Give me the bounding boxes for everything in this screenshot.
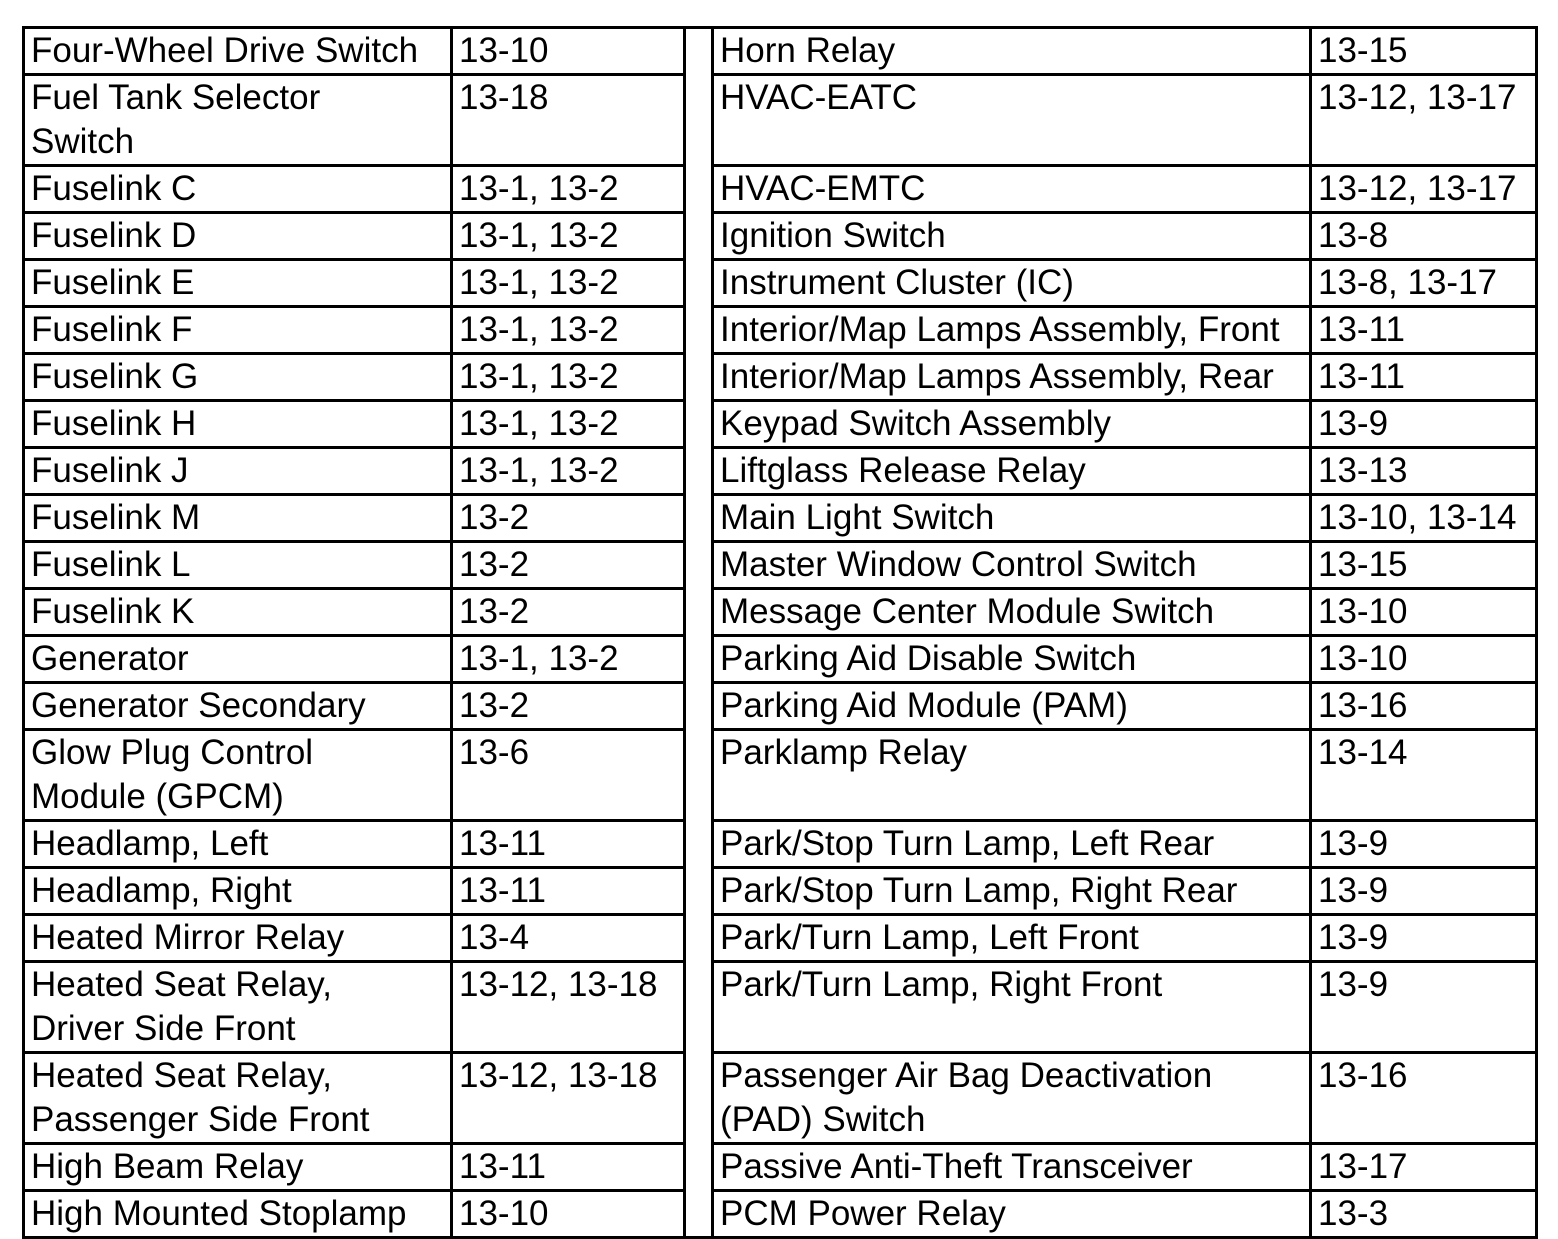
left-component-name-cell — [24, 730, 452, 821]
left-page-reference-cell: 13-1, 13-2 — [452, 401, 685, 448]
left-component-name-cell — [24, 1144, 452, 1191]
left-page-reference-cell: 13-12, 13-18 — [452, 1053, 685, 1144]
right-component-name-line: Passive Anti-Theft Transceiver — [720, 1147, 1193, 1186]
right-component-name-cell — [713, 636, 1311, 683]
right-page-reference-cell: 13-11 — [1311, 354, 1537, 401]
right-component-name-line: Parking Aid Disable Switch — [720, 639, 1137, 678]
right-page-reference-cell: 13-10 — [1311, 636, 1537, 683]
column-gap — [685, 401, 713, 448]
table-row — [24, 166, 1537, 213]
right-page-reference-cell: 13-15 — [1311, 28, 1537, 75]
right-component-name-cell — [713, 683, 1311, 730]
column-gap — [685, 589, 713, 636]
right-component-name-cell — [713, 166, 1311, 213]
left-component-name-line: Heated Seat Relay, — [31, 965, 332, 1004]
column-gap — [685, 75, 713, 166]
table-row — [24, 636, 1537, 683]
left-page-reference-cell: 13-2 — [452, 589, 685, 636]
right-component-name-cell — [713, 307, 1311, 354]
right-component-name-line: Park/Turn Lamp, Left Front — [720, 918, 1139, 957]
left-component-name-cell — [24, 401, 452, 448]
right-component-name-cell — [713, 962, 1311, 1053]
right-component-name-line: Interior/Map Lamps Assembly, Rear — [720, 357, 1274, 396]
left-component-name-cell — [24, 448, 452, 495]
left-page-reference-cell: 13-1, 13-2 — [452, 354, 685, 401]
left-component-name-cell — [24, 307, 452, 354]
left-page-reference-cell: 13-18 — [452, 75, 685, 166]
left-page-reference-cell: 13-11 — [452, 821, 685, 868]
column-gap — [685, 1144, 713, 1191]
left-component-name-line: Headlamp, Right — [31, 871, 292, 910]
right-component-name-line: Main Light Switch — [720, 498, 995, 537]
right-page-reference-cell: 13-17 — [1311, 1144, 1537, 1191]
left-component-name-line: Fuselink M — [31, 498, 201, 537]
right-page-reference-cell: 13-9 — [1311, 401, 1537, 448]
table-body — [24, 28, 1537, 1238]
right-component-name-line: Passenger Air Bag Deactivation — [720, 1056, 1213, 1095]
right-page-reference-cell: 13-9 — [1311, 962, 1537, 1053]
left-component-name-line: Fuel Tank Selector — [31, 78, 321, 117]
right-component-name-cell — [713, 730, 1311, 821]
right-component-name-line: HVAC-EMTC — [720, 169, 926, 208]
left-component-name-cell — [24, 683, 452, 730]
table-row — [24, 401, 1537, 448]
left-page-reference-cell: 13-10 — [452, 28, 685, 75]
left-component-name-cell — [24, 166, 452, 213]
left-page-reference-cell: 13-1, 13-2 — [452, 636, 685, 683]
right-page-reference-cell: 13-16 — [1311, 1053, 1537, 1144]
column-gap — [685, 821, 713, 868]
table-row — [24, 260, 1537, 307]
left-page-reference-cell: 13-2 — [452, 683, 685, 730]
right-page-reference-cell: 13-10, 13-14 — [1311, 495, 1537, 542]
right-page-reference-cell: 13-10 — [1311, 589, 1537, 636]
left-component-name-line: Glow Plug Control — [31, 733, 314, 772]
table-row — [24, 1144, 1537, 1191]
left-component-name-cell — [24, 28, 452, 75]
column-gap — [685, 448, 713, 495]
left-page-reference-cell: 13-1, 13-2 — [452, 260, 685, 307]
column-gap — [685, 354, 713, 401]
column-gap — [685, 915, 713, 962]
left-component-name-line: Fuselink E — [31, 263, 195, 302]
left-component-name-cell — [24, 542, 452, 589]
left-component-name-cell — [24, 213, 452, 260]
right-component-name-line: Interior/Map Lamps Assembly, Front — [720, 310, 1280, 349]
table-row — [24, 448, 1537, 495]
right-component-name-line: Park/Turn Lamp, Right Front — [720, 965, 1163, 1004]
table-row — [24, 75, 1537, 166]
column-gap — [685, 683, 713, 730]
column-gap — [685, 213, 713, 260]
left-component-name-cell — [24, 75, 452, 166]
table-row — [24, 542, 1537, 589]
left-page-reference-cell: 13-2 — [452, 542, 685, 589]
left-component-name-cell — [24, 589, 452, 636]
table-row — [24, 730, 1537, 821]
left-page-reference-cell: 13-11 — [452, 868, 685, 915]
right-component-name-cell — [713, 1053, 1311, 1144]
right-component-name-cell — [713, 495, 1311, 542]
left-component-name-cell — [24, 915, 452, 962]
left-component-name-line: High Mounted Stoplamp — [31, 1194, 407, 1233]
right-page-reference-cell: 13-3 — [1311, 1191, 1537, 1238]
column-gap — [685, 962, 713, 1053]
right-page-reference-cell: 13-14 — [1311, 730, 1537, 821]
right-page-reference-cell: 13-16 — [1311, 683, 1537, 730]
right-component-name-cell — [713, 821, 1311, 868]
left-component-name-cell — [24, 821, 452, 868]
right-component-name-cell — [713, 542, 1311, 589]
left-component-name-cell — [24, 260, 452, 307]
right-component-name-line: Parking Aid Module (PAM) — [720, 686, 1128, 725]
left-component-name-line: Generator — [31, 639, 189, 678]
left-page-reference-cell: 13-11 — [452, 1144, 685, 1191]
left-page-reference-cell: 13-1, 13-2 — [452, 213, 685, 260]
table-row — [24, 589, 1537, 636]
right-component-name-cell — [713, 28, 1311, 75]
right-page-reference-cell: 13-8 — [1311, 213, 1537, 260]
right-page-reference-cell: 13-8, 13-17 — [1311, 260, 1537, 307]
left-component-name-line: Fuselink F — [31, 310, 193, 349]
right-component-name-line: Ignition Switch — [720, 216, 946, 255]
left-page-reference-cell: 13-12, 13-18 — [452, 962, 685, 1053]
right-component-name-cell — [713, 1144, 1311, 1191]
table-row — [24, 868, 1537, 915]
left-component-name-line: Fuselink G — [31, 357, 199, 396]
left-page-reference-cell: 13-1, 13-2 — [452, 166, 685, 213]
right-component-name-line: Horn Relay — [720, 31, 896, 70]
left-page-reference-cell: 13-6 — [452, 730, 685, 821]
left-component-name-line: Fuselink C — [31, 169, 197, 208]
table-row — [24, 915, 1537, 962]
left-component-name-line: Fuselink D — [31, 216, 197, 255]
left-page-reference-cell: 13-1, 13-2 — [452, 307, 685, 354]
right-page-reference-cell: 13-12, 13-17 — [1311, 166, 1537, 213]
left-component-name-line: Generator Secondary — [31, 686, 366, 725]
table-row — [24, 307, 1537, 354]
right-page-reference-cell: 13-9 — [1311, 915, 1537, 962]
table-row — [24, 213, 1537, 260]
left-component-name-line: High Beam Relay — [31, 1147, 304, 1186]
left-component-name-cell — [24, 636, 452, 683]
left-component-name-cell — [24, 1053, 452, 1144]
left-page-reference-cell: 13-1, 13-2 — [452, 448, 685, 495]
table-row — [24, 28, 1537, 75]
left-component-name-line: Heated Seat Relay, — [31, 1056, 332, 1095]
table-row — [24, 495, 1537, 542]
right-page-reference-cell: 13-11 — [1311, 307, 1537, 354]
column-gap — [685, 542, 713, 589]
right-component-name-line: Liftglass Release Relay — [720, 451, 1086, 490]
column-gap — [685, 636, 713, 683]
right-component-name-cell — [713, 589, 1311, 636]
right-component-name-cell — [713, 260, 1311, 307]
left-component-name-cell — [24, 868, 452, 915]
right-page-reference-cell: 13-12, 13-17 — [1311, 75, 1537, 166]
column-gap — [685, 166, 713, 213]
column-gap — [685, 495, 713, 542]
left-page-reference-cell: 13-2 — [452, 495, 685, 542]
left-component-name-line: Headlamp, Left — [31, 824, 269, 863]
right-component-name-cell — [713, 75, 1311, 166]
right-component-name-line: Message Center Module Switch — [720, 592, 1215, 631]
left-component-name-line: Fuselink K — [31, 592, 195, 631]
left-component-name-line: Switch — [31, 122, 135, 161]
right-component-name-cell — [713, 868, 1311, 915]
table-row — [24, 962, 1537, 1053]
right-component-name-cell — [713, 401, 1311, 448]
right-component-name-line: HVAC-EATC — [720, 78, 918, 117]
right-component-name-cell — [713, 354, 1311, 401]
left-component-name-cell — [24, 495, 452, 542]
left-component-name-line: Heated Mirror Relay — [31, 918, 345, 957]
left-component-name-line: Four-Wheel Drive Switch — [31, 31, 419, 70]
column-gap — [685, 1053, 713, 1144]
right-component-name-cell — [713, 448, 1311, 495]
left-component-name-line: Driver Side Front — [31, 1009, 296, 1048]
column-gap — [685, 1191, 713, 1238]
column-gap — [685, 307, 713, 354]
right-component-name-line: Instrument Cluster (IC) — [720, 263, 1074, 302]
left-component-name-line: Module (GPCM) — [31, 777, 284, 816]
table-row — [24, 1053, 1537, 1144]
left-component-name-cell — [24, 962, 452, 1053]
right-component-name-cell — [713, 213, 1311, 260]
column-gap — [685, 730, 713, 821]
left-page-reference-cell: 13-4 — [452, 915, 685, 962]
table-row — [24, 1191, 1537, 1238]
right-component-name-line: Master Window Control Switch — [720, 545, 1197, 584]
table-row — [24, 821, 1537, 868]
right-page-reference-cell: 13-15 — [1311, 542, 1537, 589]
table-row — [24, 354, 1537, 401]
left-component-name-line: Fuselink L — [31, 545, 191, 584]
right-page-reference-cell: 13-9 — [1311, 821, 1537, 868]
right-component-name-cell — [713, 915, 1311, 962]
left-component-name-line: Fuselink J — [31, 451, 189, 490]
column-gap — [685, 28, 713, 75]
column-gap — [685, 260, 713, 307]
right-component-name-line: PCM Power Relay — [720, 1194, 1006, 1233]
left-component-name-line: Fuselink H — [31, 404, 197, 443]
column-gap — [685, 868, 713, 915]
right-component-name-line: Keypad Switch Assembly — [720, 404, 1112, 443]
right-component-name-line: (PAD) Switch — [720, 1100, 926, 1139]
right-component-name-line: Park/Stop Turn Lamp, Left Rear — [720, 824, 1215, 863]
table-row — [24, 683, 1537, 730]
right-page-reference-cell: 13-13 — [1311, 448, 1537, 495]
component-index-table — [22, 26, 1538, 1239]
left-component-name-cell — [24, 1191, 452, 1238]
right-component-name-line: Parklamp Relay — [720, 733, 968, 772]
left-component-name-line: Passenger Side Front — [31, 1100, 370, 1139]
right-component-name-cell — [713, 1191, 1311, 1238]
left-component-name-cell — [24, 354, 452, 401]
right-page-reference-cell: 13-9 — [1311, 868, 1537, 915]
right-component-name-line: Park/Stop Turn Lamp, Right Rear — [720, 871, 1238, 910]
left-page-reference-cell: 13-10 — [452, 1191, 685, 1238]
